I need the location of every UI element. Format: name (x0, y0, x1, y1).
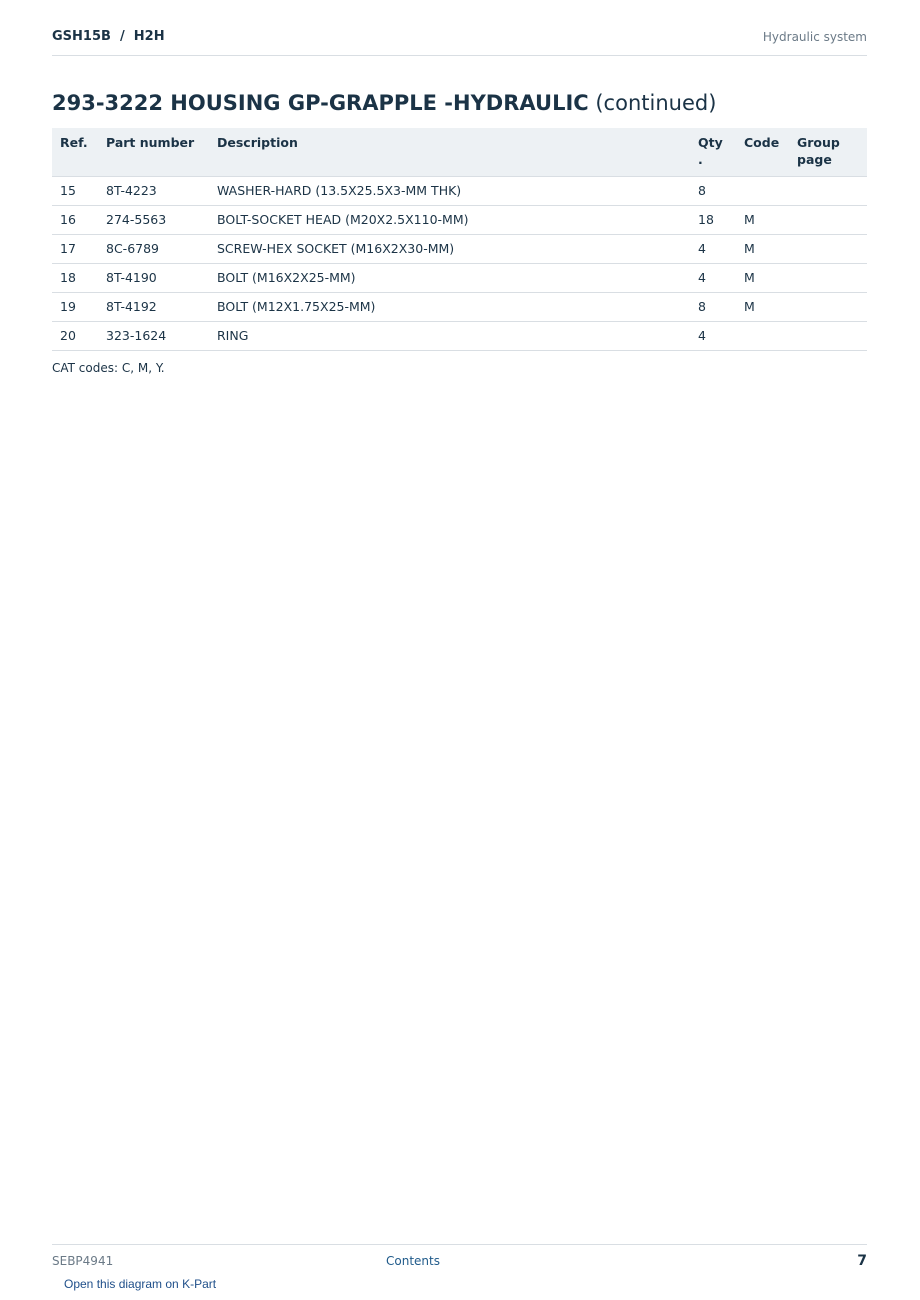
column-qty-line2: . (698, 152, 703, 167)
open-kpart-link[interactable]: Open this diagram on K-Part (64, 1277, 217, 1291)
title-main: 293-3222 HOUSING GP-GRAPPLE -HYDRAULIC (52, 91, 589, 115)
parts-table (52, 128, 867, 351)
column-group-page (789, 128, 867, 177)
cell-ref: 16 (52, 206, 98, 235)
cell-part-number: 8T-4192 (98, 293, 209, 322)
cell-qty: 4 (690, 264, 736, 293)
table-row (52, 264, 867, 293)
cell-description: SCREW-HEX SOCKET (M16X2X30-MM) (209, 235, 690, 264)
cell-group-page (789, 322, 867, 351)
cell-part-number: 8C-6789 (98, 235, 209, 264)
cell-code: M (736, 235, 789, 264)
column-part-number: Part number (98, 128, 209, 177)
parts-table-body (52, 177, 867, 351)
column-code: Code (736, 128, 789, 177)
cell-ref: 15 (52, 177, 98, 206)
cell-description: BOLT-SOCKET HEAD (M20X2.5X110-MM) (209, 206, 690, 235)
table-row (52, 322, 867, 351)
breadcrumb: GSH15B / H2H (52, 29, 165, 44)
cell-qty: 4 (690, 235, 736, 264)
header-row (52, 128, 867, 177)
cell-group-page (789, 293, 867, 322)
cell-part-number: 323-1624 (98, 322, 209, 351)
cell-qty: 4 (690, 322, 736, 351)
cell-code (736, 322, 789, 351)
cell-description: RING (209, 322, 690, 351)
cell-group-page (789, 177, 867, 206)
cell-ref: 17 (52, 235, 98, 264)
table-row (52, 177, 867, 206)
column-group-line2: page (797, 152, 832, 167)
cell-description: WASHER-HARD (13.5X25.5X3-MM THK) (209, 177, 690, 206)
cell-code (736, 177, 789, 206)
column-qty-line1: Qty (698, 135, 723, 150)
cell-group-page (789, 264, 867, 293)
cell-description: BOLT (M16X2X25-MM) (209, 264, 690, 293)
parts-table-header (52, 128, 867, 177)
cell-qty: 8 (690, 293, 736, 322)
cat-codes-note: CAT codes: C, M, Y. (52, 361, 165, 375)
page-header (52, 28, 867, 56)
title-suffix: (continued) (595, 91, 717, 115)
column-qty (690, 128, 736, 177)
page-footer (52, 1244, 867, 1275)
cell-qty: 8 (690, 177, 736, 206)
cell-ref: 18 (52, 264, 98, 293)
cell-description: BOLT (M12X1.75X25-MM) (209, 293, 690, 322)
column-description: Description (209, 128, 690, 177)
cell-group-page (789, 235, 867, 264)
document-id: SEBP4941 (52, 1254, 114, 1268)
cell-part-number: 8T-4190 (98, 264, 209, 293)
cell-code: M (736, 293, 789, 322)
cell-part-number: 8T-4223 (98, 177, 209, 206)
cell-group-page (789, 206, 867, 235)
column-group-line1: Group (797, 135, 840, 150)
section-name: Hydraulic system (762, 30, 867, 44)
cell-ref: 20 (52, 322, 98, 351)
page-number: 7 (857, 1253, 867, 1269)
cell-code: M (736, 206, 789, 235)
table-row (52, 235, 867, 264)
table-row (52, 293, 867, 322)
cell-ref: 19 (52, 293, 98, 322)
table-row (52, 206, 867, 235)
cell-part-number: 274-5563 (98, 206, 209, 235)
page-title (52, 89, 716, 117)
contents-link[interactable]: Contents (386, 1254, 440, 1268)
column-ref: Ref. (52, 128, 98, 177)
cell-qty: 18 (690, 206, 736, 235)
cell-code: M (736, 264, 789, 293)
